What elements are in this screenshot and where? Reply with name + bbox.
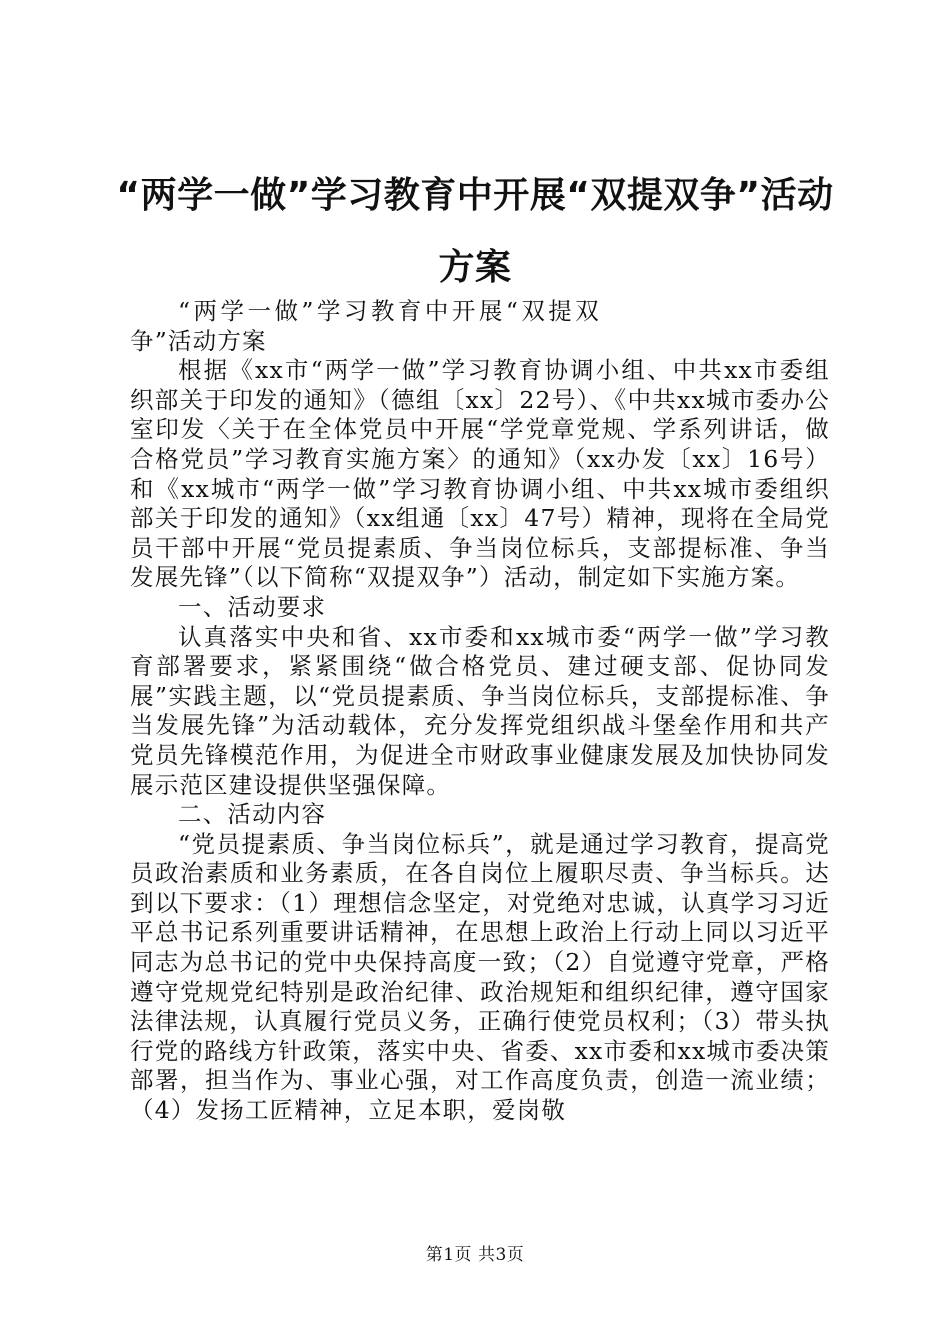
section-heading-content: 二、活动内容: [178, 800, 327, 829]
section-heading-requirements: 一、活动要求: [178, 592, 327, 621]
page-footer: 第1页 共3页: [425, 1245, 525, 1265]
document-body: [130, 297, 830, 1126]
paragraph-requirements: 认真落实中央和省、xx市委和xx城市委“两学一做”学习教育部署要求，紧紧围绕“做合格党员、建过硬支部、促协同发展”实践主题，以“党员提素质、争当岗位标兵，支部提标准、争当发展先锋”为活动载体，充分发挥党组织战斗堡垒作用和共产党员先锋模范作用，为促进全市财政事业健康发展及加快协同发展示范区建设提供坚强保障。: [130, 622, 830, 799]
document-title: “两学一做”学习教育中开展“双提双争”活动方案: [116, 175, 834, 288]
paragraph-basis: 根据《xx市“两学一做”学习教育协调小组、中共xx市委组织部关于印发的通知》（德组〔xx〕22号）、《中共xx城市委办公室印发〈关于在全体党员中开展“学党章党规、学系列讲话，做合格党员”学习教育实施方案〉的通知》（xx办发〔xx〕16号）和《xx城市“两学一做”学习教育协调小组、中共xx城市委组织部关于印发的通知》（xx组通〔xx〕47号）精神，现将在全局党员干部中开展“党员提素质、争当岗位标兵，支部提标准、争当发展先锋”（以下简称“双提双争”）活动，制定如下实施方案。: [130, 356, 830, 592]
paragraph-content: “党员提素质、争当岗位标兵”，就是通过学习教育，提高党员政治素质和业务素质，在各自岗位上履职尽责、争当标兵。达到以下要求：（1）理想信念坚定，对党绝对忠诚，认真学习习近平总书记系列重要讲话精神，在思想上政治上行动上同以习近平同志为总书记的党中央保持高度一致；（2）自觉遵守党章，严格遵守党规党纪特别是政治纪律、政治规矩和组织纪律，遵守国家法律法规，认真履行党员义务，正确行使党员权利；（3）带头执行党的路线方针政策，落实中央、省委、xx市委和xx城市委决策部署，担当作为、事业心强，对工作高度负责，创造一流业绩；（4）发扬工匠精神，立足本职，爱岗敬: [130, 829, 831, 1125]
document-subtitle: “两学一做”学习教育中开展“双提双争”活动方案: [130, 297, 600, 355]
